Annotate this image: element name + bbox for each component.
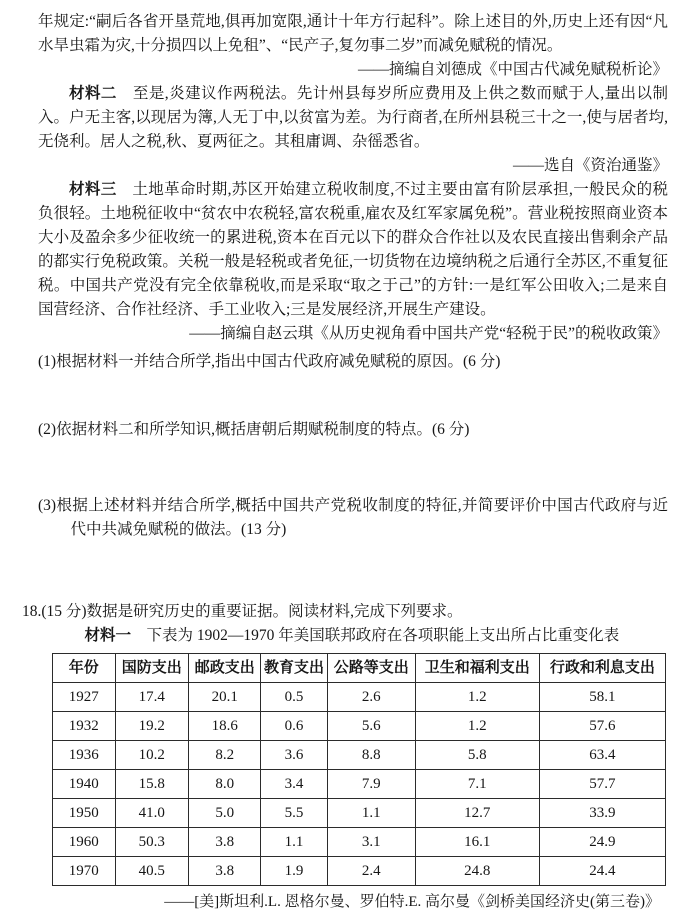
table-cell: 8.2 xyxy=(189,741,261,770)
table-cell: 33.9 xyxy=(539,799,665,828)
table-cell: 8.8 xyxy=(327,741,415,770)
spending-table-head-row xyxy=(53,654,666,683)
table-cell: 41.0 xyxy=(115,799,189,828)
table-cell: 1936 xyxy=(53,741,116,770)
material2-text: 至是,炎建议作两税法。先计州县每岁所应费用及上供之数而赋于人,量出以制入。户无主客,以现居为簿,人无丁中,以贫富为差。为行商者,在所州县税三十之一,使与居者均,无侥利。居人之税,秋、夏两征之。其租庸调、杂徭悉省。 xyxy=(38,85,668,150)
table-row xyxy=(53,799,666,828)
table-cell: 57.6 xyxy=(539,712,665,741)
question-17-2: (2)依据材料二和所学知识,概括唐朝后期赋税制度的特点。(6 分) xyxy=(38,421,470,438)
question-18-material1-caption-text: 下表为 1902—1970 年美国联邦政府在各项职能上支出所占比重变化表 xyxy=(131,627,620,644)
table-cell: 2.4 xyxy=(327,857,415,886)
material2-label: 材料二 xyxy=(69,85,117,102)
table-cell: 1940 xyxy=(53,770,116,799)
table-row xyxy=(53,770,666,799)
column-header: 卫生和福利支出 xyxy=(415,654,539,683)
table-cell: 10.2 xyxy=(115,741,189,770)
intro-continuation-paragraph: 年规定:“嗣后各省开垦荒地,俱再加宽限,通计十年方行起科”。除上述目的外,历史上还有因“凡水旱虫霜为灾,十分损四以上免租”、“民产子,复勿事二岁”而减免赋税的情况。 xyxy=(38,13,668,54)
column-header: 年份 xyxy=(53,654,116,683)
material3-citation: ——摘编自赵云琪《从历史视角看中国共产党“轻税于民”的税收政策》 xyxy=(189,325,668,342)
table-cell: 5.8 xyxy=(415,741,539,770)
question-18-material1-caption xyxy=(38,624,668,648)
table-cell: 8.0 xyxy=(189,770,261,799)
table-cell: 24.4 xyxy=(539,857,665,886)
table-cell: 63.4 xyxy=(539,741,665,770)
material1-citation: ——摘编自刘德成《中国古代减免赋税析论》 xyxy=(357,61,668,78)
material3-text: 土地革命时期,苏区开始建立税收制度,不过主要由富有阶层承担,一般民众的税负很轻。土地税征收中“贫农中农税轻,富农税重,雇农及红军家属免税”。营业税按照商业资本大小及盈余多少征收统一的累进税,资本在百元以下的群众合作社以及农民直接出售剩余产品的都实行免税政策。关税一般是轻税或者免征,一切货物在边境纳税之后通行全苏区,不重复征税。中国共产党没有完全依靠税收,而是采取“取之于己”的方针:一是红军公田收入;二是来自国营经济、合作社经济、手工业收入;三是发展经济,开展生产建设。 xyxy=(38,181,668,318)
question-18-material1-label: 材料一 xyxy=(84,627,132,644)
table-cell: 1970 xyxy=(53,857,116,886)
question-17-1: (1)根据材料一并结合所学,指出中国古代政府减免赋税的原因。(6 分) xyxy=(38,353,501,370)
table-row xyxy=(53,741,666,770)
column-header: 教育支出 xyxy=(261,654,327,683)
column-header: 国防支出 xyxy=(115,654,189,683)
table-cell: 7.9 xyxy=(327,770,415,799)
table-cell: 3.4 xyxy=(261,770,327,799)
table-cell: 16.1 xyxy=(415,828,539,857)
table-cell: 19.2 xyxy=(115,712,189,741)
table-cell: 3.8 xyxy=(189,828,261,857)
question-18-stem: 18.(15 分)数据是研究历史的重要证据。阅读材料,完成下列要求。 xyxy=(22,603,463,620)
table-row xyxy=(53,857,666,886)
table-cell: 1.2 xyxy=(415,683,539,712)
table-cell: 15.8 xyxy=(115,770,189,799)
table-cell: 1.2 xyxy=(415,712,539,741)
table-cell: 3.1 xyxy=(327,828,415,857)
table-cell: 40.5 xyxy=(115,857,189,886)
table-row xyxy=(53,683,666,712)
table-cell: 0.6 xyxy=(261,712,327,741)
table-cell: 5.0 xyxy=(189,799,261,828)
table-cell: 1927 xyxy=(53,683,116,712)
table-cell: 1932 xyxy=(53,712,116,741)
question-18-table-citation: ——[美]斯坦利.L. 恩格尔曼、罗伯特.E. 高尔曼《剑桥美国经济史(第三卷)》 xyxy=(164,894,660,910)
table-cell: 24.8 xyxy=(415,857,539,886)
table-cell: 18.6 xyxy=(189,712,261,741)
table-cell: 7.1 xyxy=(415,770,539,799)
table-cell: 50.3 xyxy=(115,828,189,857)
table-cell: 3.6 xyxy=(261,741,327,770)
table-cell: 1960 xyxy=(53,828,116,857)
table-cell: 20.1 xyxy=(189,683,261,712)
table-cell: 24.9 xyxy=(539,828,665,857)
federal-spending-table xyxy=(52,653,666,886)
table-row xyxy=(53,712,666,741)
material2-citation: ——选自《资治通鉴》 xyxy=(512,157,668,174)
table-cell: 1.1 xyxy=(327,799,415,828)
column-header: 行政和利息支出 xyxy=(539,654,665,683)
table-cell: 57.7 xyxy=(539,770,665,799)
table-cell: 58.1 xyxy=(539,683,665,712)
table-cell: 1950 xyxy=(53,799,116,828)
material3-paragraph xyxy=(38,178,668,322)
column-header: 公路等支出 xyxy=(327,654,415,683)
table-cell: 5.5 xyxy=(261,799,327,828)
table-row xyxy=(53,828,666,857)
table-cell: 1.9 xyxy=(261,857,327,886)
table-cell: 12.7 xyxy=(415,799,539,828)
question-17-3: (3)根据上述材料并结合所学,概括中国共产党税收制度的特征,并简要评价中国古代政府与近代中共减免赋税的做法。(13 分) xyxy=(38,497,668,538)
material2-paragraph xyxy=(38,82,668,154)
table-cell: 3.8 xyxy=(189,857,261,886)
material3-label: 材料三 xyxy=(69,181,117,198)
column-header: 邮政支出 xyxy=(189,654,261,683)
spending-table-body xyxy=(53,683,666,886)
table-cell: 17.4 xyxy=(115,683,189,712)
table-cell: 0.5 xyxy=(261,683,327,712)
table-cell: 5.6 xyxy=(327,712,415,741)
table-cell: 1.1 xyxy=(261,828,327,857)
table-cell: 2.6 xyxy=(327,683,415,712)
